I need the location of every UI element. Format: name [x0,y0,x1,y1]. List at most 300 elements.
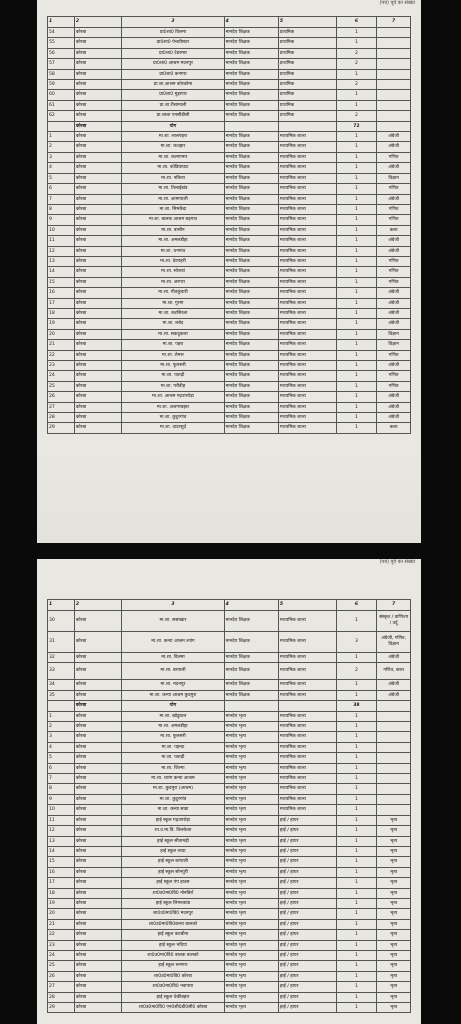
table-cell: कोरबा [74,402,121,412]
table-cell: मानदेय शिक्षक [224,298,278,308]
table-cell: 21 [48,340,75,350]
table-cell: भृत्य [377,815,411,825]
table-cell: मा.शा. विलमा [122,653,224,663]
vacancy-table-page-2 [47,599,411,1013]
table-cell: मानदेय शिक्षक [224,204,278,214]
column-header: 5 [278,17,336,28]
table-row [48,350,411,360]
table-cell: कोरबा [74,909,121,919]
table-cell: हाई / हायर [278,857,336,867]
table-cell: गणित [377,204,411,214]
table-cell: हाई स्कूल पंप हाउस [122,878,224,888]
table-cell: मानदेय भृत्य [224,753,278,763]
table-cell [377,38,411,48]
table-cell: मा.शा. सोलवां [122,267,224,277]
table-cell: 72 [336,121,377,131]
table-cell: 1 [336,982,377,992]
table-cell: 13 [48,836,75,846]
table-cell: 1 [48,132,75,142]
table-cell: भृत्य [377,867,411,877]
table-cell: 1 [336,381,377,391]
table-row [48,111,411,121]
table-cell: अंग्रेजी [377,246,411,256]
table-cell: कोरबा [74,992,121,1002]
table-cell: माध्यमिक शाला [278,142,336,152]
table-cell: गणित [377,267,411,277]
table-cell: मानदेय शिक्षक [224,256,278,266]
table-row [48,805,411,815]
table-cell: मानदेय भृत्य [224,836,278,846]
table-cell: 38 [336,701,377,711]
table-cell: मा.शा. फुलसरी [122,732,224,742]
table-cell: भृत्य [377,857,411,867]
table-row [48,950,411,960]
table-cell: मा.शा. दादरसुर्द [122,423,224,433]
table-cell: 1 [336,371,377,381]
column-header: 6 [336,17,377,28]
table-cell: विज्ञान [377,340,411,350]
table-cell: प्रा0शा0 कनगरा [122,69,224,79]
table-cell: कोरबा [74,59,121,69]
table-cell: प्राथमिक [278,100,336,110]
table-cell: कोरबा [74,763,121,773]
table-cell [377,80,411,90]
table-cell: अंग्रेजी [377,690,411,700]
table-cell: 1 [336,225,377,235]
table-cell: माध्यमिक शाला [278,361,336,371]
table-cell: 1 [336,173,377,183]
table-cell: माध्यमिक शाला [278,763,336,773]
table-cell: कोरबा [74,48,121,58]
table-cell: 29 [48,423,75,433]
table-cell: मानदेय शिक्षक [224,28,278,38]
table-cell: माध्यमिक शाला [278,246,336,256]
table-header-row [48,17,411,28]
table-cell: 1 [336,774,377,784]
table-row [48,732,411,742]
table-cell: कोरबा [74,111,121,121]
table-cell: कोरबा [74,308,121,318]
table-row [48,909,411,919]
table-cell: मानदेय शिक्षक [224,350,278,360]
table-row [48,753,411,763]
table-row [48,308,411,318]
table-cell: मा.शा. कोडियाघाट [122,163,224,173]
table-cell: 1 [336,308,377,318]
table-cell: 1 [336,690,377,700]
table-cell: 1 [336,267,377,277]
table-cell: 1 [336,763,377,773]
table-row [48,680,411,690]
table-cell [377,763,411,773]
table-cell: मानदेय भृत्य [224,878,278,888]
table-cell: 1 [336,898,377,908]
table-cell: 18 [48,308,75,318]
table-cell [377,784,411,794]
table-cell: मानदेय शिक्षक [224,267,278,277]
table-cell [377,121,411,131]
table-cell: अंग्रेजी [377,132,411,142]
table-row [48,940,411,950]
table-row [48,690,411,700]
table-cell: 17 [48,298,75,308]
table-cell: मा.शा. गुरमा [122,298,224,308]
table-cell: 1 [336,90,377,100]
table-row [48,277,411,287]
table-cell: भृत्य [377,878,411,888]
table-cell: कोरबा [74,184,121,194]
table-cell: मा.शा. ससाखार [122,611,224,632]
table-cell [377,59,411,69]
table-cell: माध्यमिक शाला [278,392,336,402]
table-cell: कोरबा [74,722,121,732]
table-row [48,152,411,162]
table-cell [377,111,411,121]
table-cell: 28 [48,992,75,1002]
table-cell: मानदेय भृत्य [224,888,278,898]
table-cell: 1 [336,909,377,919]
table-cell: 2 [48,142,75,152]
table-cell: हाई / हायर [278,950,336,960]
table-cell: 1 [336,805,377,815]
table-cell: 10 [48,225,75,235]
table-cell: शा0उ0मा0वि0 नवापारा [122,982,224,992]
table-row [48,361,411,371]
vacancy-table-page-1 [47,16,411,434]
table-cell: माध्यमिक शाला [278,742,336,752]
table-cell: अंग्रेजी [377,298,411,308]
table-cell: मा.शा. धनगांव [122,246,224,256]
table-cell: प्राथमिक [278,111,336,121]
table-cell: 1 [336,888,377,898]
page-reference-note: (पत्र) पूर्व का संख्या [379,0,415,6]
table-cell: 1 [336,784,377,794]
table-cell: मा.शा. देवपहरी [122,256,224,266]
table-cell: 1 [336,940,377,950]
table-cell [48,121,75,131]
table-cell: 15 [48,277,75,287]
table-row [48,256,411,266]
table-cell: माध्यमिक शाला [278,653,336,663]
table-cell: मा.शा. खोडुवाल [122,711,224,721]
table-cell: हाई स्कूल लिमरुकांड [122,898,224,908]
table-cell: 1 [336,69,377,79]
table-cell: माध्यमिक शाला [278,381,336,391]
table-cell: 17 [48,878,75,888]
table-cell: कोरबा [74,690,121,700]
table-cell: मानदेय शिक्षक [224,371,278,381]
table-cell: प्रा0शा0 मुड़ापार [122,90,224,100]
table-cell: मानदेय शिक्षक [224,236,278,246]
table-cell: 22 [48,350,75,360]
table-cell: कोरबा [74,38,121,48]
table-cell: मानदेय शिक्षक [224,392,278,402]
table-cell: 20 [48,909,75,919]
table-cell: हाई स्कूल सीतामढ़ी [122,836,224,846]
table-cell: 1 [336,277,377,287]
table-cell: भृत्य [377,919,411,929]
table-cell [377,48,411,58]
table-row [48,961,411,971]
table-cell: हाई / हायर [278,898,336,908]
table-row [48,173,411,183]
table-cell: 1 [336,132,377,142]
table-cell: 1 [336,930,377,940]
table-cell: प्राथमिक [278,38,336,48]
table-cell: हाई स्कूल कटबीना [122,930,224,940]
table-cell: माध्यमिक शाला [278,236,336,246]
table-cell: मा.शा. लेमरू [122,350,224,360]
table-cell: माध्यमिक शाला [278,215,336,225]
table-cell: मा.शा. कन्या आश्रम श्यांग [122,632,224,653]
table-cell: मानदेय शिक्षक [224,632,278,653]
table-cell: मानदेय शिक्षक [224,329,278,339]
table-cell: कोरबा [74,392,121,402]
table-cell: माध्यमिक शाला [278,308,336,318]
table-cell [278,701,336,711]
table-cell: मानदेय भृत्य [224,805,278,815]
table-cell: अंग्रेजी [377,308,411,318]
table-cell: 26 [48,971,75,981]
table-cell: माध्यमिक शाला [278,288,336,298]
table-cell: भृत्य [377,982,411,992]
table-cell: भृत्य [377,961,411,971]
table-cell: कोरबा [74,878,121,888]
table-cell [377,100,411,110]
column-header: 1 [48,600,75,611]
table-cell: हाई स्कूल चेकीबहार [122,992,224,1002]
table-cell: अंग्रेजी [377,653,411,663]
total-row [48,121,411,131]
table-cell: माध्यमिक शाला [278,805,336,815]
table-row [48,225,411,235]
table-cell: मा.शा. अजगरबहार [122,402,224,412]
table-cell: 16 [48,288,75,298]
table-cell: हाई / हायर [278,940,336,950]
table-cell: भृत्य [377,930,411,940]
table-cell: मा.शा. कचहार [122,142,224,152]
table-cell: 20 [48,329,75,339]
table-cell: माध्यमिक शाला [278,371,336,381]
column-header: 7 [377,600,411,611]
table-cell: मानदेय शिक्षक [224,225,278,235]
table-cell: माध्यमिक शाला [278,794,336,804]
table-cell: मानदेय शिक्षक [224,173,278,183]
table-row [48,836,411,846]
table-cell: माध्यमिक शाला [278,132,336,142]
table-cell: माध्यमिक शाला [278,680,336,690]
table-cell: प्रा0शा0 टेडरमार [122,48,224,58]
table-cell: कोरबा [74,867,121,877]
table-cell: माध्यमिक शाला [278,611,336,632]
table-cell: 55 [48,38,75,48]
table-cell: 6 [48,184,75,194]
table-cell: मा.शा. लबेद [122,319,224,329]
table-cell: 1 [336,857,377,867]
table-cell: मानदेय भृत्य [224,846,278,856]
table-cell: 1 [336,732,377,742]
table-cell: शा0उ0मा0वि0कन्या बालको [122,919,224,929]
table-row [48,288,411,298]
table-cell: मानदेय शिक्षक [224,59,278,69]
table-cell: 15 [48,857,75,867]
table-cell: गणित [377,256,411,266]
table-cell: माध्यमिक शाला [278,184,336,194]
table-cell: 1 [336,288,377,298]
table-cell: मा.शा. पताढ़ी [122,371,224,381]
table-cell: 60 [48,90,75,100]
table-cell: कोरबा [74,163,121,173]
table-cell: माध्यमिक शाला [278,732,336,742]
table-cell: कोरबा [74,142,121,152]
column-header: 3 [122,17,224,28]
table-row [48,711,411,721]
table-cell: माध्यमिक शाला [278,256,336,266]
table-cell: कोरबा [74,90,121,100]
table-cell: हाई / हायर [278,836,336,846]
table-cell: 1 [336,711,377,721]
table-cell: मानदेय शिक्षक [224,184,278,194]
table-cell: भृत्य [377,846,411,856]
table-cell: 19 [48,319,75,329]
table-cell: माध्यमिक शाला [278,194,336,204]
table-row [48,930,411,940]
table-cell: मा.शा. मदनपुर [122,680,224,690]
table-cell: 27 [48,402,75,412]
table-cell: भृत्य [377,909,411,919]
table-cell: प्राथमिक [278,59,336,69]
table-cell: कोरबा [74,329,121,339]
table-cell: मा.शा. कुदमुरा (आश्रम) [122,784,224,794]
table-row [48,722,411,732]
table-row [48,69,411,79]
table-row [48,653,411,663]
table-cell: माध्यमिक शाला [278,277,336,287]
table-cell: कोरबा [74,836,121,846]
table-cell: कोरबा [74,805,121,815]
table-cell: माध्यमिक शाला [278,413,336,423]
table-cell: माध्यमिक शाला [278,340,336,350]
table-cell: 1 [336,878,377,888]
table-cell: शा0उ0मा0वि0 मदनपुर [122,909,224,919]
table-cell: अंग्रेजी [377,236,411,246]
table-cell: हाई / हायर [278,909,336,919]
table-cell: 21 [48,919,75,929]
table-cell: 4 [48,163,75,173]
table-cell: मानदेय शिक्षक [224,132,278,142]
table-cell: 24 [48,950,75,960]
table-cell: 58 [48,69,75,79]
table-cell: कोरबा [74,246,121,256]
table-cell: कोरबा [74,826,121,836]
table-cell: माध्यमिक शाला [278,329,336,339]
table-cell: 3 [336,632,377,653]
table-cell: मा.शा. लालपहरा [122,132,224,142]
table-cell: 1 [336,611,377,632]
table-row [48,28,411,38]
table-cell [377,69,411,79]
table-cell: 12 [48,826,75,836]
table-row [48,982,411,992]
table-cell: 1 [336,794,377,804]
table-cell: मानदेय भृत्य [224,742,278,752]
table-row [48,132,411,142]
table-cell: कोरबा [74,732,121,742]
table-cell: मानदेय भृत्य [224,992,278,1002]
table-cell: माध्यमिक शाला [278,753,336,763]
table-cell: कोरबा [74,961,121,971]
table-cell: कोरबा [74,194,121,204]
table-row [48,267,411,277]
table-cell: 1 [336,361,377,371]
table-cell: मा.शा. बालक आश्रम बढ़गाव [122,215,224,225]
table-cell: हाई / हायर [278,867,336,877]
table-cell: 1 [336,194,377,204]
table-cell: 1 [336,846,377,856]
table-cell: 1 [336,152,377,162]
table-cell: योग [122,121,224,131]
table-cell: मा.शा. कन्या साडा [122,805,224,815]
table-cell: मानदेय शिक्षक [224,423,278,433]
table-cell: अंग्रेजी [377,680,411,690]
table-cell: मानदेय शिक्षक [224,277,278,287]
table-cell: कोरबा [74,653,121,663]
table-cell: 8 [48,204,75,214]
column-header: 6 [336,600,377,611]
table-cell: 34 [48,680,75,690]
table-cell: कोरबा [74,711,121,721]
table-cell: मा.शा. फूलसरी [122,361,224,371]
table-cell: मा.शा. बरपाली [122,663,224,680]
table-cell: कोरबा [74,298,121,308]
table-row [48,246,411,256]
table-cell: मा.शा. कुटुरगांव [122,794,224,804]
table-cell: गणित, कला [377,663,411,680]
table-cell: 1 [336,236,377,246]
table-cell: 1 [336,215,377,225]
column-header: 4 [224,17,278,28]
table-cell: 1 [336,815,377,825]
table-cell: प्राथमिक [278,69,336,79]
table-row [48,80,411,90]
table-cell: कोरबा [74,701,121,711]
table-cell: मानदेय भृत्य [224,898,278,908]
table-cell: 1 [336,392,377,402]
table-cell: विज्ञान [377,329,411,339]
table-cell: गणित [377,371,411,381]
table-cell: मा.शा. कलगामार [122,152,224,162]
table-row [48,329,411,339]
table-cell: शा0उ0मा0वि0 नोनबिर्रा [122,888,224,898]
table-cell: मानदेय शिक्षक [224,246,278,256]
table-cell: मानदेय भृत्य [224,961,278,971]
table-cell: 57 [48,59,75,69]
table-cell: मानदेय भृत्य [224,909,278,919]
table-cell: 6 [48,763,75,773]
table-cell: मानदेय भृत्य [224,732,278,742]
table-cell: मा.शा. गीतकुंवारी [122,288,224,298]
table-cell: कोरबा [74,204,121,214]
table-cell: प्राथमिक [278,48,336,58]
column-header: 1 [48,17,75,28]
table-row [48,423,411,433]
column-header: 5 [278,600,336,611]
table-cell: हाई / हायर [278,878,336,888]
table-cell: मानदेय शिक्षक [224,663,278,680]
table-cell: 2 [48,722,75,732]
table-cell: मानदेय भृत्य [224,784,278,794]
table-cell: माध्यमिक शाला [278,173,336,183]
